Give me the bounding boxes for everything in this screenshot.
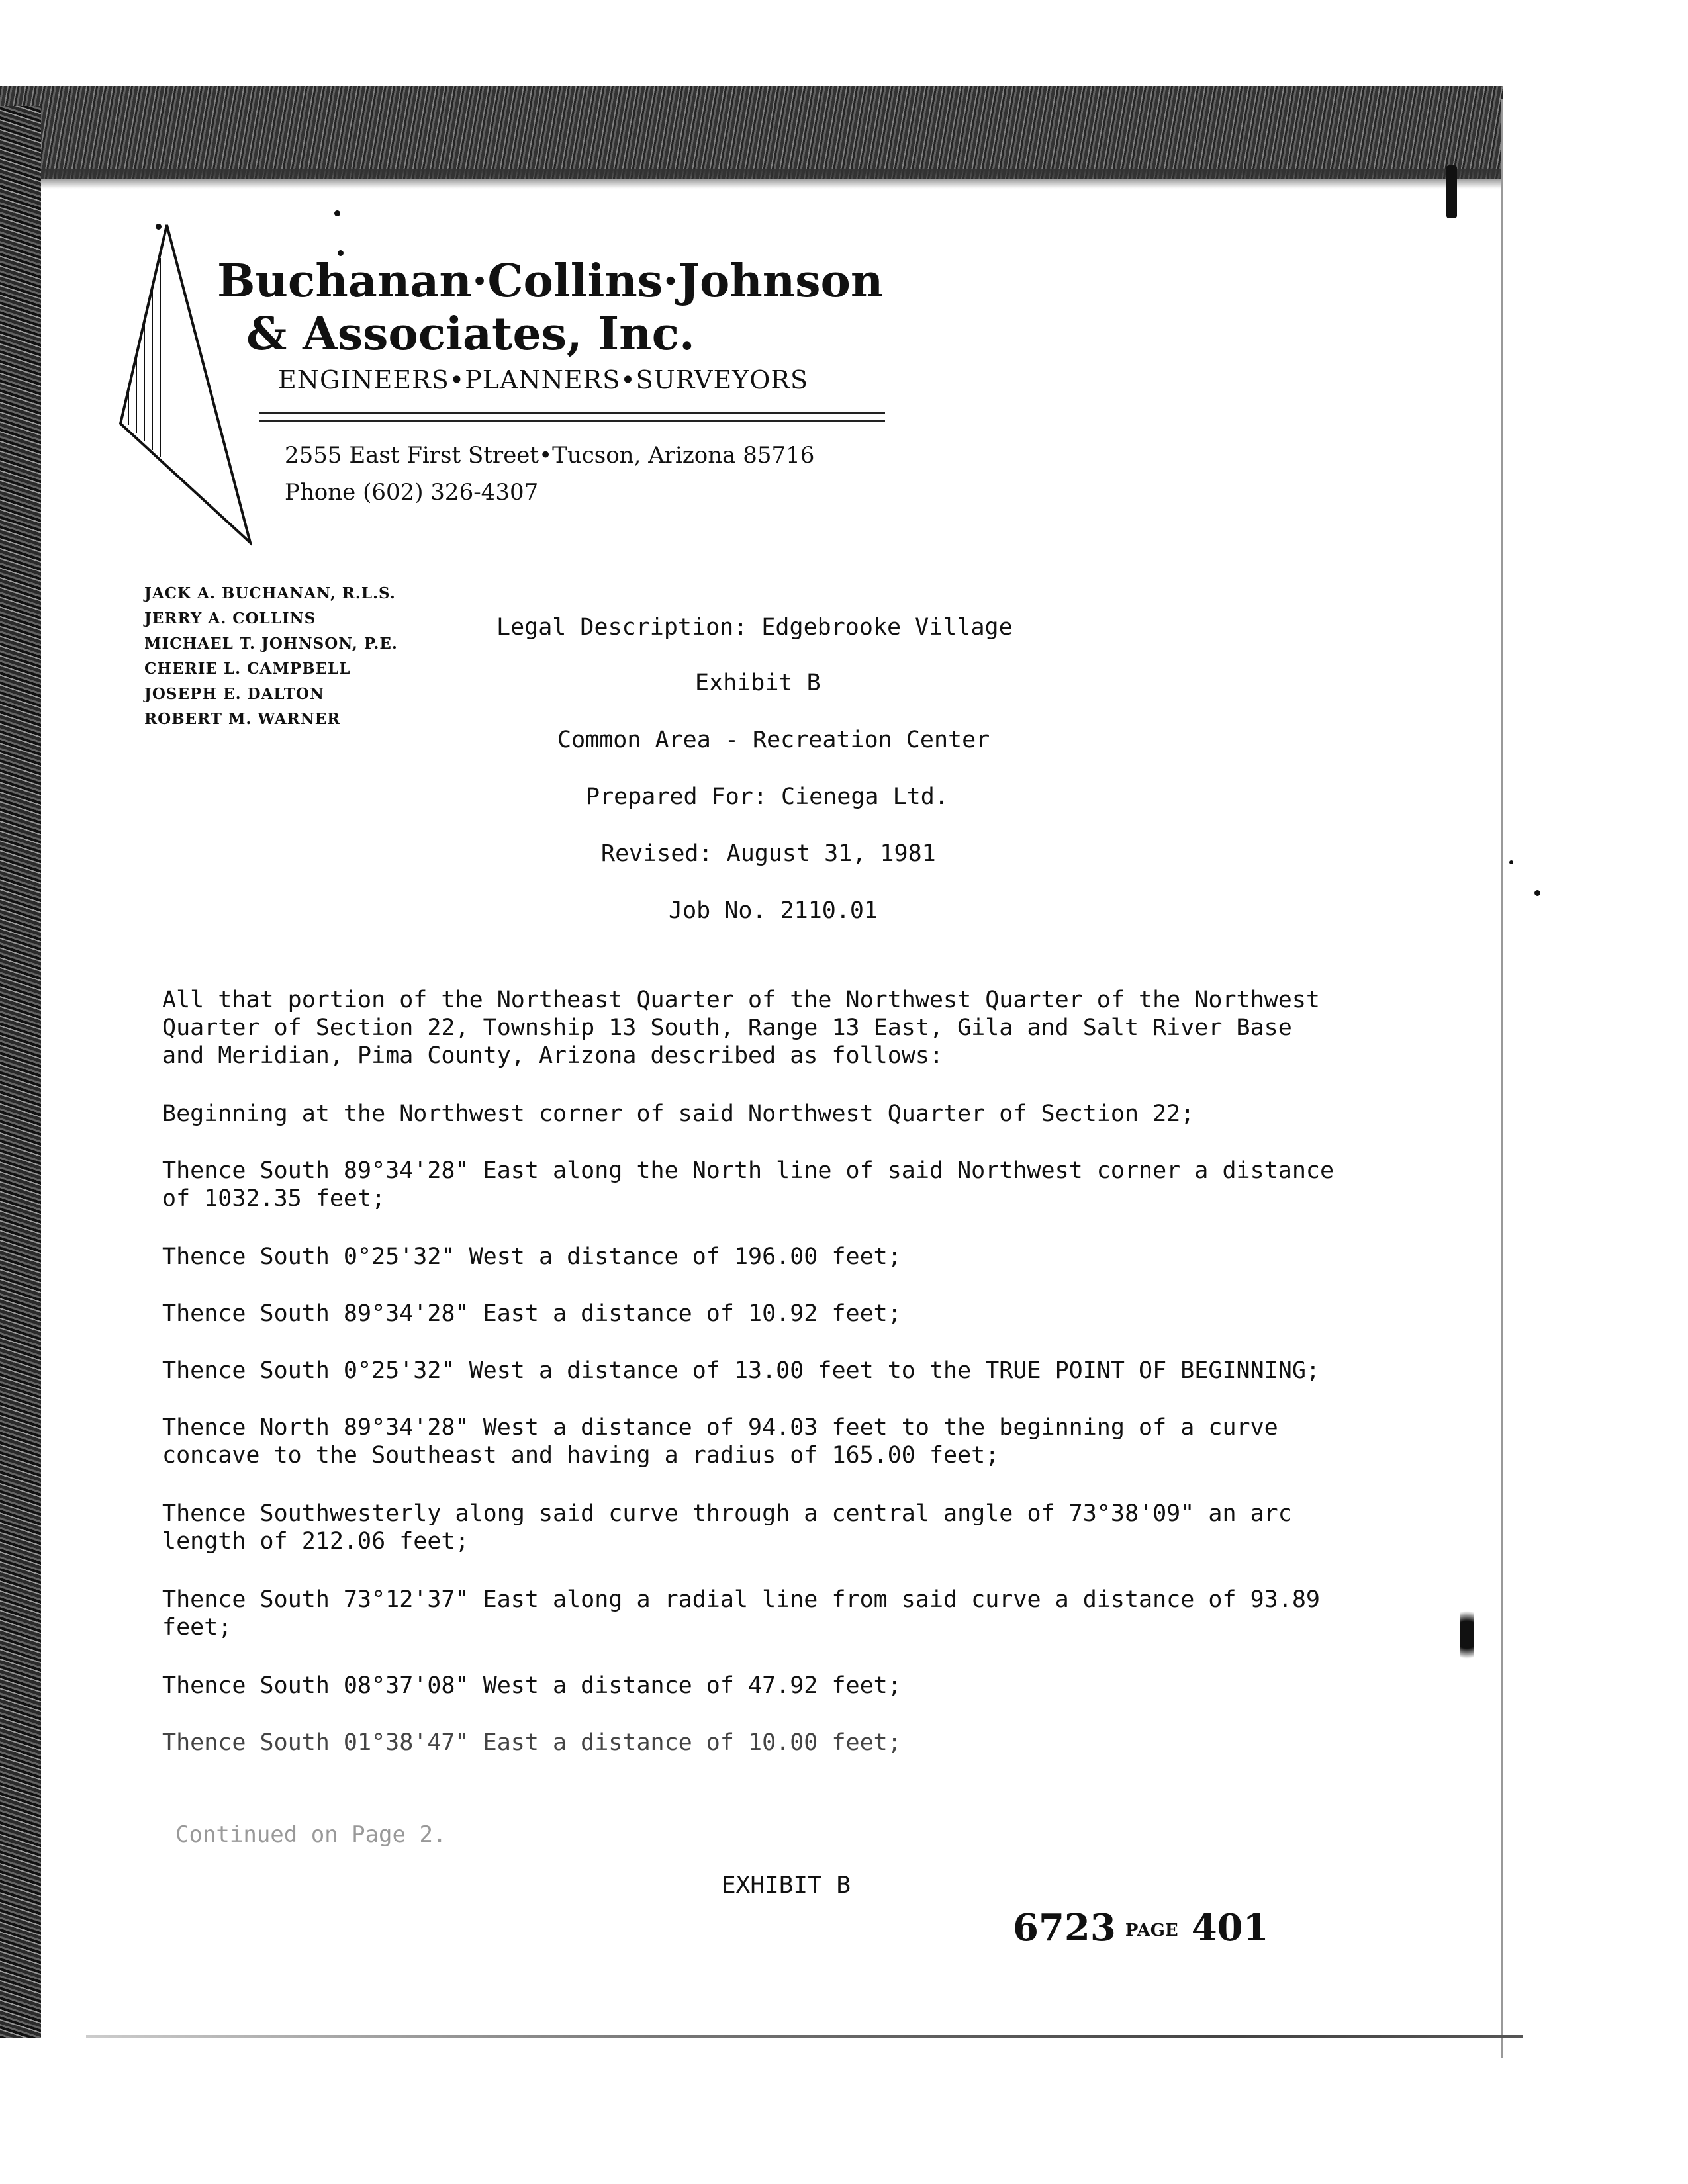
company-name — [217, 255, 883, 361]
scan-speck — [334, 210, 340, 216]
scan-bottom-edge — [86, 2035, 1523, 2038]
book-page-stamp — [1013, 1906, 1269, 1950]
exhibit-footer: EXHIBIT B — [722, 1872, 851, 1899]
page-label: PAGE — [1125, 1921, 1178, 1941]
legal-description-title: Legal Description: Edgebrooke Village — [496, 614, 1013, 641]
scan-mark — [1446, 165, 1457, 218]
company-name-line1: Buchanan·Collins·Johnson — [217, 255, 884, 308]
body-paragraph: Thence North 89°34'28" West a distance of 94.03 feet to the beginning of a curve concave to the Southeast and having a radius of 165.00 feet; — [162, 1414, 1278, 1469]
letterhead-divider — [259, 412, 885, 422]
company-address: 2555 East First Street•Tucson, Arizona 85716 — [285, 442, 815, 469]
company-phone: Phone (602) 326-4307 — [285, 479, 539, 506]
prepared-for: Prepared For: Cienega Ltd. — [586, 784, 949, 810]
staff-name: JERRY A. COLLINS — [144, 610, 316, 627]
body-paragraph: Beginning at the Northwest corner of said Northwest Quarter of Section 22; — [162, 1101, 1195, 1127]
continued-note: Continued on Page 2. — [175, 1821, 447, 1848]
scan-right-edge — [1501, 99, 1503, 2058]
job-number: Job No. 2110.01 — [669, 897, 878, 924]
company-tagline: ENGINEERS•PLANNERS•SURVEYORS — [278, 365, 809, 394]
body-paragraph: Thence South 73°12'37" East along a radial line from said curve a distance of 93.89 feet; — [162, 1586, 1320, 1641]
scan-top-border — [0, 86, 1503, 179]
scan-speck — [1534, 890, 1540, 896]
body-paragraph: Thence South 01°38'47" East a distance of 10.00 feet; — [162, 1729, 902, 1756]
body-paragraph: All that portion of the Northeast Quarter of the Northwest Quarter of the Northwest Quarter of Section 22, Township 13 South, Range 13 East, Gila and Salt River Base and Meridian, Pima County, Arizona described as follows: — [162, 987, 1320, 1069]
scan-top-border-fade — [0, 169, 1503, 189]
common-area-title: Common Area - Recreation Center — [557, 727, 990, 753]
company-name-line2: & Associates, Inc. — [246, 308, 695, 361]
scan-blot — [1460, 1602, 1474, 1668]
body-paragraph: Thence South 0°25'32" West a distance of 196.00 feet; — [162, 1244, 902, 1270]
body-paragraph: Thence South 89°34'28" East along the North line of said Northwest corner a distance of 1032.35 feet; — [162, 1158, 1335, 1212]
body-paragraph: Thence Southwesterly along said curve through a central angle of 73°38'09" an arc length of 212.06 feet; — [162, 1500, 1292, 1555]
revised-date: Revised: August 31, 1981 — [601, 841, 936, 867]
staff-name: JACK A. BUCHANAN, R.L.S. — [144, 584, 396, 602]
body-paragraph: Thence South 89°34'28" East a distance of 10.92 feet; — [162, 1300, 902, 1327]
staff-name: CHERIE L. CAMPBELL — [144, 660, 351, 678]
page-number: 401 — [1191, 1906, 1269, 1950]
staff-name: MICHAEL T. JOHNSON, P.E. — [144, 635, 398, 653]
book-number: 6723 — [1013, 1906, 1116, 1950]
body-paragraph: Thence South 08°37'08" West a distance of 47.92 feet; — [162, 1672, 902, 1699]
company-contact — [285, 437, 814, 511]
staff-list — [144, 581, 398, 732]
staff-name: ROBERT M. WARNER — [144, 710, 341, 728]
body-paragraph: Thence South 0°25'32" West a distance of 13.00 feet to the TRUE POINT OF BEGINNING; — [162, 1357, 1320, 1384]
staff-name: JOSEPH E. DALTON — [144, 685, 324, 703]
scan-left-border — [0, 106, 41, 2038]
scan-speck — [1509, 860, 1513, 864]
exhibit-label: Exhibit B — [695, 670, 821, 696]
